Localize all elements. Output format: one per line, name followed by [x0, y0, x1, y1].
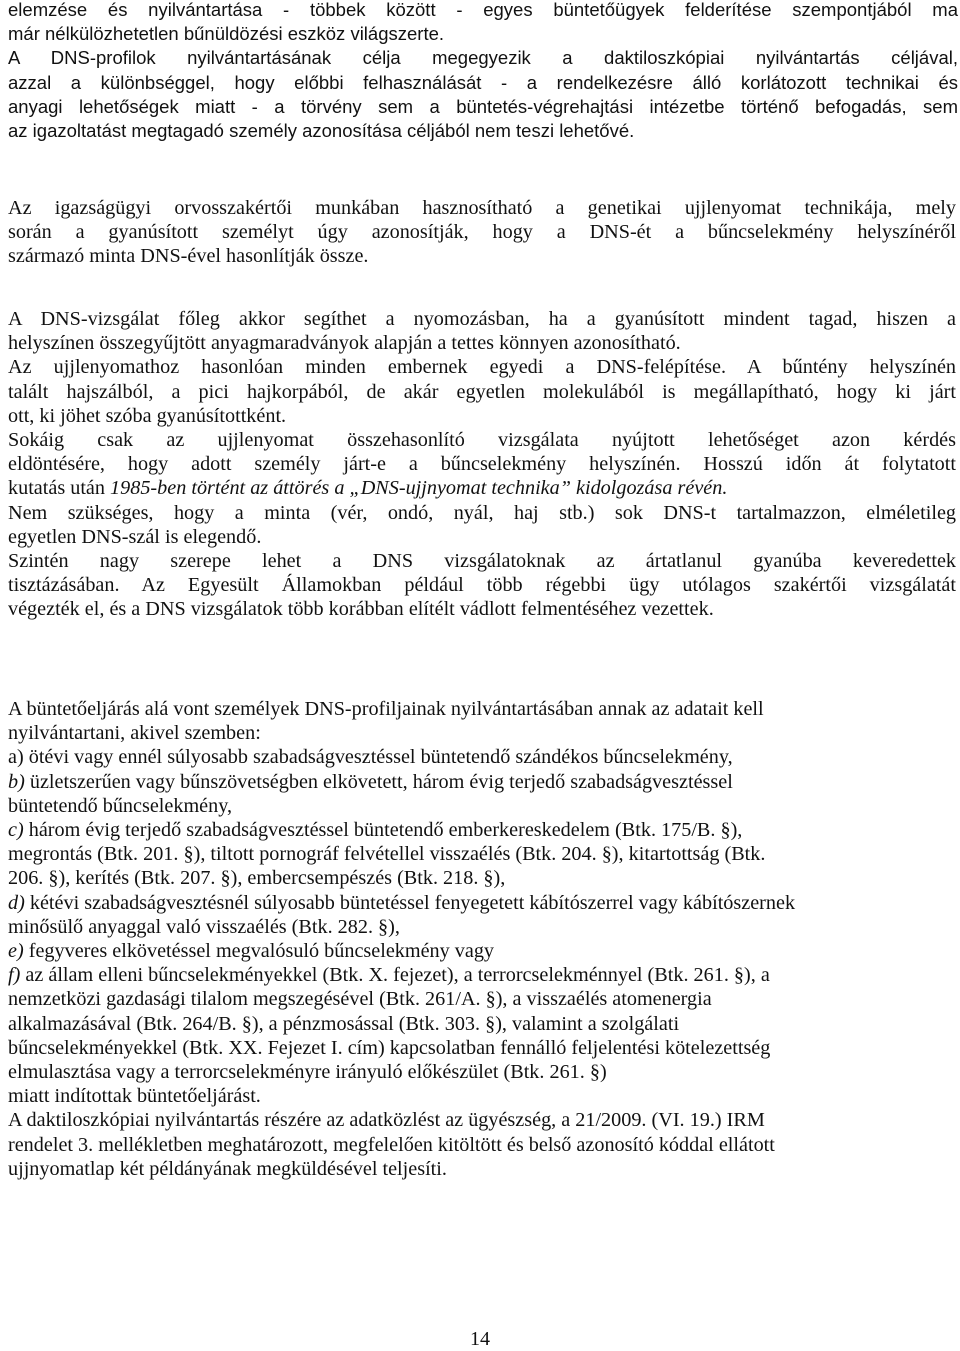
- page-number: 14: [470, 1328, 490, 1350]
- text-line: bűncselekményekkel (Btk. XX. Fejezet I. cím) kapcsolatban fennálló feljelentési kötelezettség: [8, 1036, 771, 1059]
- text-line: ott, ki jöhet szóba gyanúsítottként.: [8, 404, 287, 427]
- list-marker: b): [8, 770, 25, 793]
- text-line: elemzése és nyilvántartása - többek között - egyes büntetőügyek felderítése szempontjából ma: [8, 0, 958, 20]
- list-marker: e): [8, 940, 24, 963]
- text-line: A DNS-profilok nyilvántartásának célja megegyezik a daktiloszkópiai nyilvántartás céljával,: [8, 47, 958, 69]
- text-line: Sokáig csak az ujjlenyomat összehasonlító vizsgálata nyújtott lehetőséget azon kérdés: [8, 429, 956, 452]
- text-line: Szintén nagy szerepe lehet a DNS vizsgálatoknak az ártatlanul gyanúba keveredettek: [8, 550, 956, 573]
- text-line: megrontás (Btk. 201. §), tiltott pornográf felvétellel visszaélés (Btk. 204. §), kitartottság (Btk.: [8, 843, 766, 866]
- text-line: tisztázásában. Az Egyesült Államokban például több régebbi ügy utólagos szakértői vizsgálatát: [8, 574, 956, 597]
- text-line: ujjnyomatlap két példányának megküldésével teljesíti.: [8, 1157, 447, 1180]
- list-marker: f): [8, 964, 21, 987]
- text-line: eldöntésére, hogy adott személy járt-e a bűncselekmény helyszínén. Hosszú időn át folytatott: [8, 453, 956, 476]
- text-line: egyetlen DNS-szál is elegendő.: [8, 525, 262, 548]
- list-marker: c): [8, 819, 24, 842]
- text-line: büntetendő bűncselekmény,: [8, 794, 233, 817]
- list-item-d: [8, 891, 956, 915]
- text-line: az igazoltatást megtagadó személy azonosítása céljából nem teszi lehetővé.: [8, 120, 635, 142]
- text-span: az állam elleni bűncselekményekkel (Btk. X. fejezet), a terrorcselekménnyel (Btk. 261. §), a: [20, 964, 770, 987]
- list-item-a: a) ötévi vagy ennél súlyosabb szabadságvesztéssel büntetendő szándékos bűncselekmény,: [8, 746, 733, 769]
- text-line: nemzetközi gazdasági tilalom megszegésével (Btk. 261/A. §), a visszaélés atomenergia: [8, 988, 712, 1011]
- text-line: A daktiloszkópiai nyilvántartás részére az adatközlést az ügyészség, a 21/2009. (VI. 19.) IRM: [8, 1109, 765, 1132]
- text-line: már nélkülözhetetlen bűnüldözési eszköz világszerte.: [8, 23, 445, 45]
- text-line: Az ujjlenyomathoz hasonlóan minden embernek egyedi a DNS-felépítése. A bűntény helyszínén: [8, 356, 956, 379]
- list-item-b: [8, 770, 956, 794]
- text-line: elmulasztása vagy a terrorcselekményre irányuló előkészület (Btk. 261. §): [8, 1061, 607, 1084]
- text-line: végezték el, és a DNS vizsgálatok több korábban elítélt vádlott felmentéséhez vezettek.: [8, 598, 714, 621]
- text-line: [8, 476, 956, 500]
- text-line: A DNS-vizsgálat főleg akkor segíthet a nyomozásban, ha a gyanúsított mindent tagad, hiszen a: [8, 308, 956, 330]
- text-line: Az igazságügyi orvosszakértői munkában hasznosítható a genetikai ujjlenyomat technikája, mely: [8, 197, 956, 219]
- list-item-f: [8, 963, 956, 987]
- text-line: A büntetőeljárás alá vont személyek DNS-profiljainak nyilvántartásában annak az adatait kell: [8, 698, 764, 720]
- text-line: minősülő anyaggal való visszaélés (Btk. 282. §),: [8, 915, 400, 938]
- intro-paragraph: [8, 0, 958, 143]
- registry-paragraph: [8, 697, 956, 1181]
- text-line: anyagi lehetőségek miatt - a törvény sem a büntetés-végrehajtási intézetbe történő befogadás, sem: [8, 95, 958, 117]
- list-marker: d): [8, 891, 25, 914]
- text-line: 206. §), kerítés (Btk. 207. §), embercsempészés (Btk. 218. §),: [8, 867, 506, 890]
- text-line: miatt indítottak büntetőeljárást.: [8, 1085, 261, 1108]
- text-line: származó minta DNS-ével hasonlítják össze.: [8, 245, 369, 268]
- list-item-c: [8, 818, 956, 842]
- text-span: üzletszerűen vagy bűnszövetségben elkövetett, három évig terjedő szabadságvesztéssel: [24, 770, 733, 793]
- text-line: azzal a különbséggel, hogy előbbi felhasználását - a rendelkezésre álló korlátozott technikai és: [8, 71, 958, 93]
- text-line: rendelet 3. mellékletben meghatározott, megfelelően kitöltött és belső azonosító kóddal ellátott: [8, 1133, 775, 1156]
- text-span: kutatás után: [8, 477, 111, 500]
- list-item-e: [8, 939, 956, 963]
- text-line: Nem szükséges, hogy a minta (vér, ondó, nyál, haj stb.) sok DNS-t tartalmazzon, elméletileg: [8, 501, 956, 524]
- text-line: nyilvántartani, akivel szemben:: [8, 722, 261, 745]
- text-span: három évig terjedő szabadságvesztéssel büntetendő emberkereskedelem (Btk. 175/B. §),: [23, 819, 743, 842]
- text-line: helyszínen összegyűjtött anyagmaradványok alapján a tettes könnyen azonosítható.: [8, 332, 681, 355]
- dna-test-paragraph: [8, 307, 956, 622]
- text-line: talált hajszálból, a pici hajkorpából, de akár egyetlen molekulából is megállapítható, hogy ki járt: [8, 380, 956, 403]
- text-span: kétévi szabadságvesztésnél súlyosabb büntetéssel fenyegetett kábítószerrel vagy kábítószernek: [24, 891, 796, 914]
- italic-text-span: 1985-ben történt az áttörés a „DNS-ujjnyomat technika” kidolgozása révén.: [110, 477, 728, 500]
- text-line: alkalmazásával (Btk. 264/B. §), a pénzmosással (Btk. 303. §), valamint a szolgálati: [8, 1012, 680, 1035]
- genetic-fingerprint-paragraph: [8, 196, 956, 269]
- text-span: fegyveres elkövetéssel megvalósuló bűncselekmény vagy: [23, 940, 495, 963]
- text-line: során a gyanúsított személyt úgy azonosítják, hogy a DNS-ét a bűncselekmény helyszínéről: [8, 221, 956, 244]
